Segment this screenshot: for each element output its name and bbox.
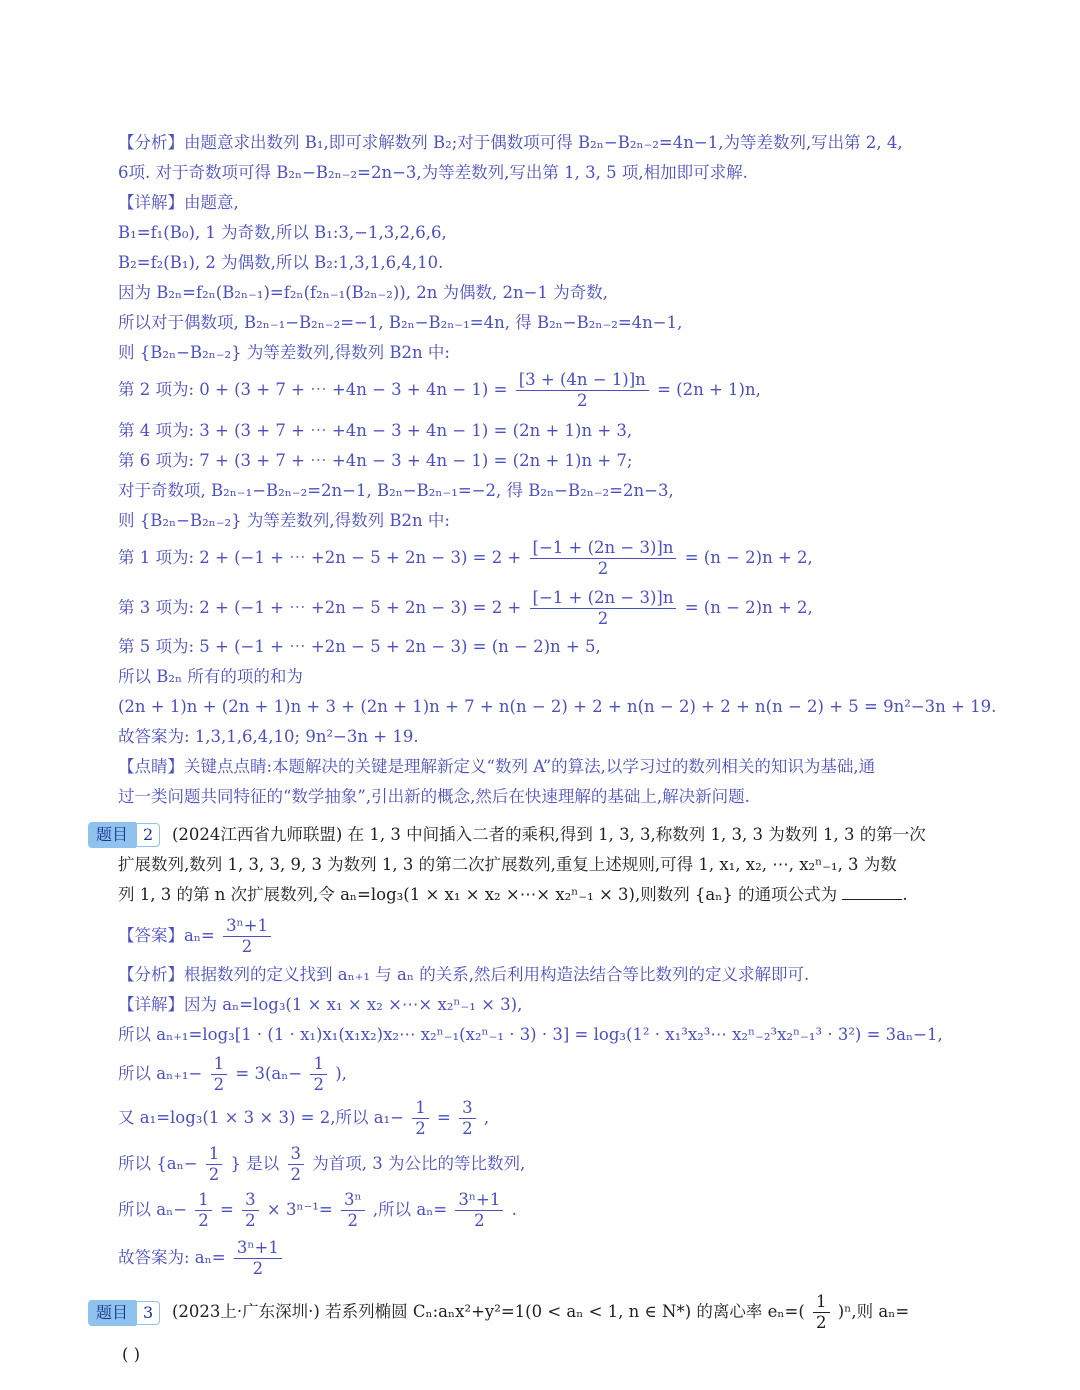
- text-line: 则 {B₂ₙ−B₂ₙ₋₂} 为等差数列,得数列 B2n 中:: [118, 511, 450, 530]
- text-line: 对于奇数项, B₂ₙ₋₁−B₂ₙ₋₂=2n−1, B₂ₙ−B₂ₙ₋₁=−2, 得 B₂ₙ−B₂ₙ₋₂=2n−3,: [118, 481, 674, 500]
- fraction: $\frac{[3 + (4n - 1)]n}{2}$: [516, 370, 649, 411]
- text-line: B₂=f₂(B₁), 2 为偶数,所以 B₂:1,3,1,6,4,10.: [118, 253, 444, 272]
- text-line: 6项. 对于奇数项可得 B₂ₙ−B₂ₙ₋₂=2n−3,为等差数列,写出第 1, 3, 5 项,相加即可求解.: [118, 163, 748, 182]
- question-tag-label: 题目: [88, 822, 136, 848]
- fraction: $\frac{1}{2}$: [813, 1292, 830, 1333]
- text-line: 则 {B₂ₙ−B₂ₙ₋₂} 为等差数列,得数列 B2n 中:: [118, 343, 450, 362]
- equation-line: 第 2 项为: 0 + (3 + 7 + ⋯ +4n − 3 + 4n − 1) = $\frac{[3 + (4n - 1)]n}{2}$ = (2n + 1)n,: [118, 370, 761, 410]
- text-line: 【点睛】关键点点睛:本题解决的关键是理解新定义“数列 A”的算法,以学习过的数列相关的知识为基础,通: [118, 757, 876, 776]
- fraction: $\frac{[-1 + (2n - 3)]n}{2}$: [530, 588, 677, 629]
- equation-line: 所以 aₙ− $\frac{1}{2}$ = $\frac{3}{2}$ × 3ⁿ⁻¹= $\frac{\text{3ⁿ}}{2}$ ,所以 aₙ= $\frac{\text{3ⁿ+1}}{2}$ .: [118, 1190, 517, 1230]
- text-line: 过一类问题共同特征的“数学抽象”,引出新的概念,然后在快速理解的基础上,解决新问题.: [118, 787, 750, 806]
- text-line: 因为 B₂ₙ=f₂ₙ(B₂ₙ₋₁)=f₂ₙ(f₂ₙ₋₁(B₂ₙ₋₂)), 2n 为偶数, 2n−1 为奇数,: [118, 283, 608, 302]
- fraction: $\frac{\text{3ⁿ+1}}{2}$: [223, 916, 271, 957]
- question-tag: [88, 822, 160, 848]
- fraction: $\frac{\text{3ⁿ+1}}{2}$: [234, 1238, 282, 1279]
- equation-line: 所以 {aₙ− $\frac{1}{2}$ } 是以 $\frac{3}{2}$ 为首项, 3 为公比的等比数列,: [118, 1144, 526, 1184]
- text-line: 第 4 项为: 3 + (3 + 7 + ⋯ +4n − 3 + 4n − 1) = (2n + 1)n + 3,: [118, 421, 633, 440]
- text-line: (2n + 1)n + (2n + 1)n + 3 + (2n + 1)n + 7 + n(n − 2) + 2 + n(n − 2) + 2 + n(n − 2) + 5 = 9n²−3n + 19.: [118, 697, 997, 716]
- text-line: 所以对于偶数项, B₂ₙ₋₁−B₂ₙ₋₂=−1, B₂ₙ−B₂ₙ₋₁=4n, 得 B₂ₙ−B₂ₙ₋₂=4n−1,: [118, 313, 683, 332]
- equation-line: 又 a₁=log₃(1 × 3 × 3) = 2,所以 a₁− $\frac{1}{2}$ = $\frac{3}{2}$ ,: [118, 1098, 490, 1138]
- text-line: 故答案为: 1,3,1,6,4,10; 9n²−3n + 19.: [118, 727, 419, 746]
- text-line: 所以 aₙ₊₁=log₃[1 · (1 · x₁)x₁(x₁x₂)x₂⋯ x₂ⁿ₋₁(x₂ⁿ₋₁ · 3) · 3] = log₃(1² · x₁³x₂³⋯ x₂ⁿ₋₂³x₂ⁿ₋₁³ · 3²) = 3aₙ−1,: [118, 1025, 943, 1044]
- fraction: $\frac{1}{2}$: [310, 1054, 327, 1095]
- question-number: 2: [136, 823, 160, 847]
- fraction: $\frac{1}{2}$: [206, 1144, 223, 1185]
- answer-parentheses: ( ): [122, 1345, 141, 1364]
- fraction: $\frac{1}{2}$: [211, 1054, 228, 1095]
- equation-line: 第 3 项为: 2 + (−1 + ⋯ +2n − 5 + 2n − 3) = 2 + $\frac{[-1 + (2n - 3)]n}{2}$ = (n − 2)n + 2,: [118, 588, 813, 628]
- question-number: 3: [136, 1301, 160, 1325]
- question-tag: [88, 1300, 160, 1326]
- question-tag-label: 题目: [88, 1300, 136, 1326]
- fraction: $\frac{3}{2}$: [288, 1144, 305, 1185]
- fraction: $\frac{\text{3ⁿ}}{2}$: [341, 1190, 365, 1231]
- question-text: (2023上·广东深圳·) 若系列椭圆 Cₙ:aₙx²+y²=1(0 < aₙ < 1, n ∈ N*) 的离心率 eₙ=( $\frac{1}{2}$ )ⁿ,则 aₙ=: [172, 1292, 910, 1332]
- text-line: 【分析】由题意求出数列 B₁,即可求解数列 B₂;对于偶数项可得 B₂ₙ−B₂ₙ₋₂=4n−1,为等差数列,写出第 2, 4,: [118, 133, 903, 152]
- fraction: $\frac{3}{2}$: [459, 1098, 476, 1139]
- question-text: (2024江西省九师联盟) 在 1, 3 中间插入二者的乘积,得到 1, 3, 3,称数列 1, 3, 3 为数列 1, 3 的第一次: [172, 825, 926, 844]
- equation-line: 第 1 项为: 2 + (−1 + ⋯ +2n − 5 + 2n − 3) = 2 + $\frac{[-1 + (2n - 3)]n}{2}$ = (n − 2)n + 2,: [118, 538, 813, 578]
- question-text: 列 1, 3 的第 n 次扩展数列,令 aₙ=log₃(1 × x₁ × x₂ ×⋯× x₂ⁿ₋₁ × 3),则数列 {aₙ} 的通项公式为 .: [118, 885, 908, 904]
- fraction: $\frac{1}{2}$: [195, 1190, 212, 1231]
- text-line: 【详解】由题意,: [118, 193, 239, 212]
- equation-line: 所以 aₙ₊₁− $\frac{1}{2}$ = 3(aₙ− $\frac{1}{2}$ ),: [118, 1054, 347, 1094]
- answer-line: 【答案】aₙ= $\frac{\text{3ⁿ+1}}{2}$: [118, 916, 274, 957]
- fraction: $\frac{1}{2}$: [412, 1098, 429, 1139]
- fraction: $\frac{\text{3ⁿ+1}}{2}$: [455, 1190, 503, 1231]
- question-text: 扩展数列,数列 1, 3, 3, 9, 3 为数列 1, 3 的第二次扩展数列,重复上述规则,可得 1, x₁, x₂, ⋯, x₂ⁿ₋₁, 3 为数: [118, 855, 897, 874]
- text-line: 所以 B₂ₙ 所有的项的和为: [118, 667, 303, 686]
- text-line: 【分析】根据数列的定义找到 aₙ₊₁ 与 aₙ 的关系,然后利用构造法结合等比数列的定义求解即可.: [118, 965, 810, 984]
- fraction: $\frac{[-1 + (2n - 3)]n}{2}$: [530, 538, 677, 579]
- text-line: 第 6 项为: 7 + (3 + 7 + ⋯ +4n − 3 + 4n − 1) = (2n + 1)n + 7;: [118, 451, 633, 470]
- fraction: $\frac{3}{2}$: [242, 1190, 259, 1231]
- equation-line: 故答案为: aₙ= $\frac{\text{3ⁿ+1}}{2}$: [118, 1238, 285, 1279]
- text-line: 【详解】因为 aₙ=log₃(1 × x₁ × x₂ ×⋯× x₂ⁿ₋₁ × 3),: [118, 995, 523, 1014]
- text-line: 第 5 项为: 5 + (−1 + ⋯ +2n − 5 + 2n − 3) = (n − 2)n + 5,: [118, 637, 601, 656]
- text-line: B₁=f₁(B₀), 1 为奇数,所以 B₁:3,−1,3,2,6,6,: [118, 223, 447, 242]
- answer-blank: [842, 899, 902, 900]
